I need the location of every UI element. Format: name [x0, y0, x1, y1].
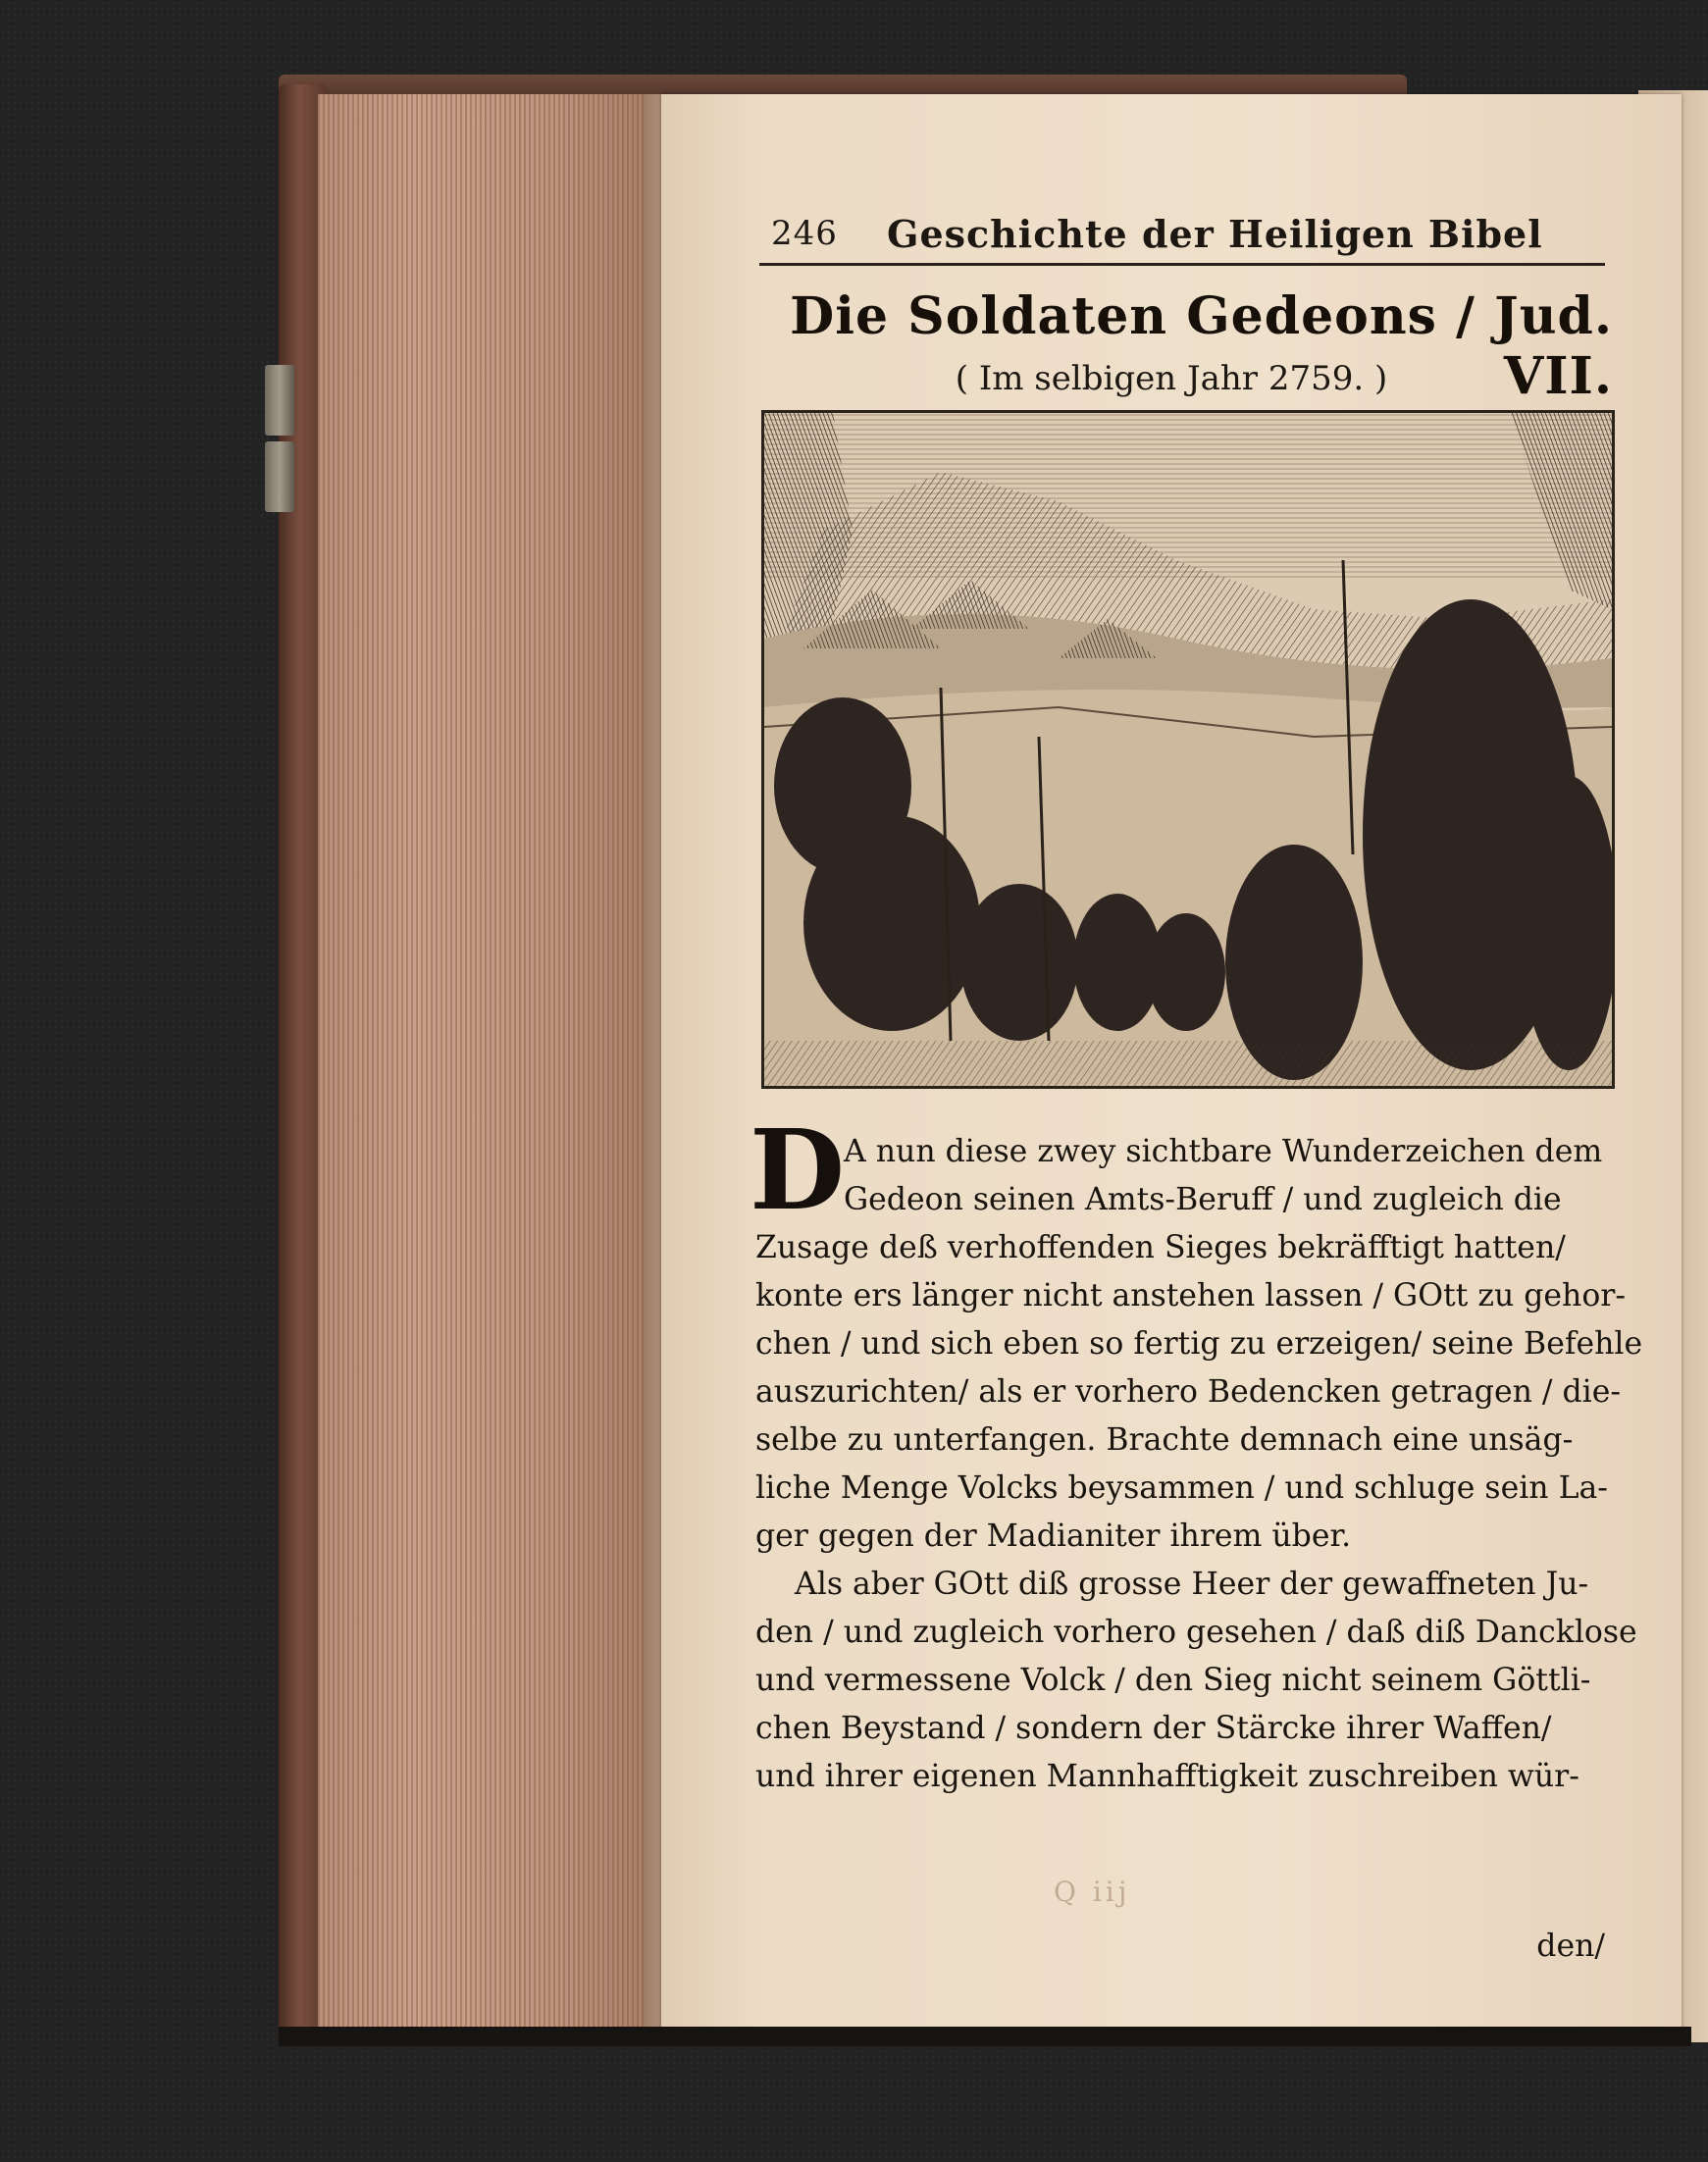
text-line: ger gegen der Madianiter ihrem über. — [755, 1519, 1352, 1554]
text-line: konte ers länger nicht anstehen lassen / GOtt zu gehor- — [755, 1278, 1626, 1313]
text-line: und vermessene Volck / den Sieg nicht seinem Göttli- — [755, 1663, 1591, 1698]
page-number: 246 — [771, 214, 838, 253]
page-edges — [318, 94, 654, 2027]
dropcap: D — [750, 1107, 846, 1235]
running-title: Geschichte der Heiligen Bibel — [887, 212, 1543, 256]
chapter-subtitle: ( Im selbigen Jahr 2759. ) — [955, 359, 1388, 398]
text-line: chen / und sich eben so fertig zu erzeigen/ seine Befehle — [755, 1326, 1643, 1362]
body-text — [750, 1107, 1643, 1801]
text-line: Gedeon seinen Amts-Beruff / und zugleich die — [844, 1182, 1562, 1217]
text-line: chen Beystand / sondern der Stärcke ihrer Waffen/ — [755, 1711, 1552, 1746]
woodcut-illustration — [761, 410, 1615, 1089]
text-line: Als aber GOtt diß grosse Heer der gewaffneten Ju- — [795, 1567, 1589, 1602]
book-bottom-shadow — [279, 2027, 1691, 2046]
book — [279, 75, 1708, 2046]
text-line: auszurichten/ als er vorhero Bedencken getragen / die- — [755, 1374, 1622, 1410]
clasp-upper — [265, 365, 294, 436]
catchword: den/ — [1536, 1929, 1605, 1964]
signature-mark: Q iij — [1054, 1876, 1131, 1908]
text-line: selbe zu unterfangen. Brachte demnach eine unsäg- — [755, 1422, 1574, 1458]
chapter-title: Die Soldaten Gedeons / Jud. VII. — [790, 286, 1613, 406]
text-line: den / und zugleich vorhero gesehen / daß diß Dancklose — [755, 1615, 1637, 1650]
text-line: und ihrer eigenen Mannhafftigkeit zuschreiben wür- — [755, 1759, 1579, 1794]
woodcut-image — [764, 413, 1612, 1086]
header-rule — [759, 263, 1605, 266]
book-page — [661, 94, 1682, 2041]
page-header — [759, 210, 1605, 263]
clasp-lower — [265, 441, 294, 512]
text-line: A nun diese zwey sichtbare Wunderzeichen dem — [844, 1134, 1603, 1169]
text-line: liche Menge Volcks beysammen / und schluge sein La- — [755, 1470, 1608, 1506]
text-line: Zusage deß verhoffenden Sieges bekräfftigt hatten/ — [755, 1230, 1566, 1265]
